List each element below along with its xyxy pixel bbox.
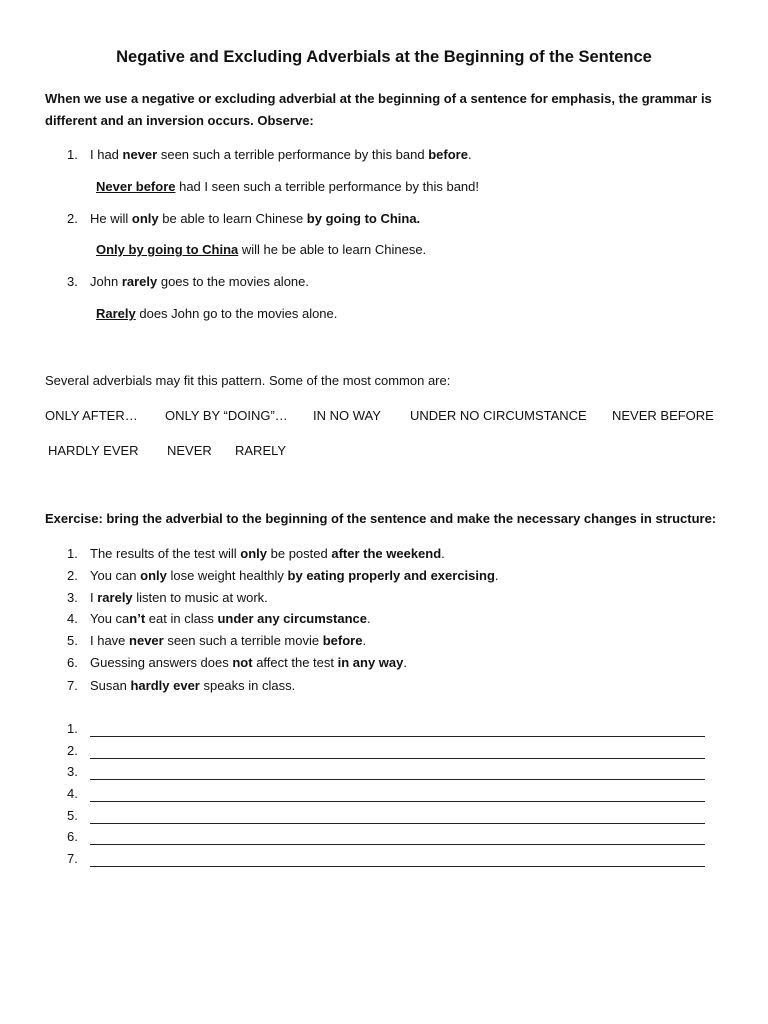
plain-text: . bbox=[403, 655, 407, 670]
answer-line[interactable] bbox=[0, 786, 768, 806]
adverbial-item: ONLY BY “DOING”… bbox=[165, 408, 288, 423]
plain-text: affect the test bbox=[252, 655, 338, 670]
underlined-adverbial: Only by going to China bbox=[96, 242, 239, 257]
answer-line[interactable] bbox=[0, 721, 768, 741]
plain-text: . bbox=[362, 633, 367, 648]
emphasis-text: under any circumstance bbox=[217, 611, 367, 626]
answer-number: 5. bbox=[67, 808, 78, 823]
underlined-adverbial: Rarely bbox=[96, 306, 136, 321]
emphasis-text: never bbox=[129, 633, 164, 648]
plain-text: . bbox=[441, 546, 445, 561]
plain-text: goes to the movies alone. bbox=[157, 274, 309, 289]
example-rewritten-text bbox=[96, 306, 337, 321]
answer-blank[interactable] bbox=[90, 844, 705, 845]
plain-text: . bbox=[467, 147, 472, 162]
exercise-sentence bbox=[90, 633, 366, 648]
emphasis-text: rarely bbox=[97, 590, 133, 605]
answer-blank[interactable] bbox=[90, 823, 705, 824]
exercise-sentence bbox=[90, 678, 295, 693]
plain-text: John bbox=[90, 274, 122, 289]
exercise-number: 2. bbox=[67, 568, 78, 583]
answer-line[interactable] bbox=[0, 829, 768, 849]
exercise-number: 4. bbox=[67, 611, 78, 626]
adverbials-intro: Several adverbials may fit this pattern. Some of the most common are: bbox=[45, 373, 451, 388]
plain-text: I bbox=[90, 590, 98, 605]
answer-blank[interactable] bbox=[90, 758, 705, 759]
exercise-sentence bbox=[90, 546, 445, 561]
answer-blank[interactable] bbox=[90, 801, 705, 802]
underlined-adverbial: Never before bbox=[96, 179, 176, 194]
example-number: 3. bbox=[67, 274, 78, 289]
example-rewritten-text bbox=[96, 179, 479, 194]
plain-text: I have bbox=[90, 633, 130, 648]
adverbial-item: NEVER BEFORE bbox=[612, 408, 714, 423]
exercise-sentence bbox=[90, 590, 268, 605]
exercise-number: 5. bbox=[67, 633, 78, 648]
plain-text: He will bbox=[90, 211, 132, 226]
answer-number: 1. bbox=[67, 721, 78, 736]
answer-number: 7. bbox=[67, 851, 78, 866]
emphasis-text: after the weekend bbox=[331, 546, 442, 561]
plain-text: does John go to the movies alone. bbox=[135, 306, 338, 321]
plain-text: listen to music at work. bbox=[132, 590, 268, 605]
emphasis-text: only bbox=[240, 546, 268, 561]
adverbial-item: NEVER bbox=[167, 443, 212, 458]
answer-blank[interactable] bbox=[90, 779, 705, 780]
emphasis-text: n’t bbox=[129, 611, 146, 626]
plain-text: will he be able to learn Chinese. bbox=[238, 242, 427, 257]
plain-text: . bbox=[494, 568, 499, 583]
emphasis-text: not bbox=[232, 655, 253, 670]
page-title: Negative and Excluding Adverbials at the Beginning of the Sentence bbox=[116, 48, 652, 66]
emphasis-text: only bbox=[131, 211, 159, 226]
plain-text: You ca bbox=[90, 611, 130, 626]
exercise-sentence bbox=[90, 655, 407, 670]
answer-line[interactable] bbox=[0, 851, 768, 871]
plain-text: Susan bbox=[90, 678, 131, 693]
exercise-sentence bbox=[90, 568, 499, 583]
exercise-number: 1. bbox=[67, 546, 78, 561]
plain-text: eat in class bbox=[145, 611, 218, 626]
example-rewritten-text bbox=[96, 242, 426, 257]
plain-text: seen such a terrible performance by this band bbox=[157, 147, 429, 162]
example-original bbox=[90, 147, 472, 162]
plain-text: had I seen such a terrible performance by this band! bbox=[175, 179, 479, 194]
plain-text: seen such a terrible movie bbox=[163, 633, 323, 648]
exercise-number: 6. bbox=[67, 655, 78, 670]
emphasis-text: only bbox=[140, 568, 167, 583]
plain-text: lose weight healthly bbox=[166, 568, 288, 583]
plain-text: speaks in class. bbox=[199, 678, 296, 693]
answer-blank[interactable] bbox=[90, 866, 705, 867]
plain-text: be able to learn Chinese bbox=[158, 211, 307, 226]
emphasis-text: hardly ever bbox=[130, 678, 200, 693]
example-original bbox=[90, 211, 420, 226]
emphasis-text: before bbox=[428, 147, 468, 162]
plain-text: Guessing answers does bbox=[90, 655, 233, 670]
emphasis-text: by going to China. bbox=[306, 211, 421, 226]
adverbial-item: IN NO WAY bbox=[313, 408, 381, 423]
emphasis-text: in any way bbox=[337, 655, 404, 670]
example-number: 2. bbox=[67, 211, 78, 226]
answer-line[interactable] bbox=[0, 743, 768, 763]
example-original bbox=[90, 274, 309, 289]
adverbial-item: UNDER NO CIRCUMSTANCE bbox=[410, 408, 587, 423]
adverbial-item: RARELY bbox=[235, 443, 287, 458]
exercise-number: 3. bbox=[67, 590, 78, 605]
answer-number: 6. bbox=[67, 829, 78, 844]
exercise-number: 7. bbox=[67, 678, 78, 693]
adverbial-item: ONLY AFTER… bbox=[45, 408, 138, 423]
answer-number: 4. bbox=[67, 786, 78, 801]
plain-text: You can bbox=[90, 568, 141, 583]
plain-text: . bbox=[367, 611, 371, 626]
example-number: 1. bbox=[67, 147, 78, 162]
answer-number: 2. bbox=[67, 743, 78, 758]
answer-number: 3. bbox=[67, 764, 78, 779]
emphasis-text: before bbox=[322, 633, 363, 648]
emphasis-text: never bbox=[122, 147, 158, 162]
adverbial-item: HARDLY EVER bbox=[48, 443, 139, 458]
exercise-sentence bbox=[90, 611, 371, 626]
plain-text: I had bbox=[90, 147, 123, 162]
emphasis-text: by eating properly and exercising bbox=[287, 568, 495, 583]
answer-blank[interactable] bbox=[90, 736, 705, 737]
answer-line[interactable] bbox=[0, 808, 768, 828]
intro-paragraph: When we use a negative or excluding adverbial at the beginning of a sentence for emphasis, the grammar is different and an inversion occurs. Observe: bbox=[45, 91, 712, 128]
plain-text: be posted bbox=[267, 546, 332, 561]
answer-line[interactable] bbox=[0, 764, 768, 784]
plain-text: The results of the test will bbox=[90, 546, 241, 561]
emphasis-text: rarely bbox=[121, 274, 158, 289]
exercise-heading: Exercise: bring the adverbial to the beginning of the sentence and make the necessary changes in structure: bbox=[45, 511, 717, 526]
